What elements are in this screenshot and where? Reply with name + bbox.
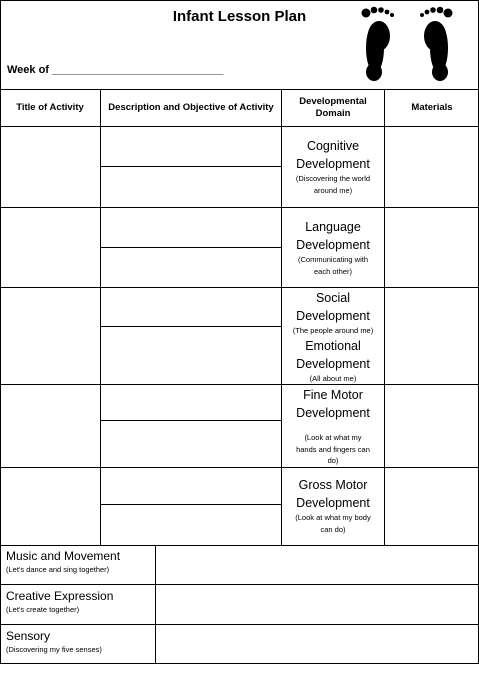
domain-language (282, 218, 384, 277)
activity-title-cell[interactable] (1, 468, 99, 545)
materials-cell[interactable] (385, 127, 478, 207)
row-note: (Let's dance and sing together) (6, 564, 110, 574)
bottom-entry-cell[interactable] (156, 625, 478, 663)
right-footprint-icon (420, 7, 453, 81)
activity-title-cell[interactable] (1, 385, 99, 467)
domain-title: Social Development (296, 291, 370, 324)
page-title: Infant Lesson Plan (172, 8, 307, 25)
materials-cell[interactable] (385, 208, 478, 287)
column-header-title: Title of Activity (16, 102, 84, 114)
domain-note: (Discovering the world around me) (295, 174, 371, 195)
row-note: (Discovering my five senses) (6, 644, 102, 654)
domain-title: Fine Motor Development (296, 388, 370, 421)
row-music-movement (6, 549, 156, 575)
domain-note: (Communicating with each other) (297, 255, 369, 276)
domain-cognitive (282, 137, 384, 196)
column-header-materials: Materials (411, 102, 453, 114)
row-title: Music and Movement (6, 549, 121, 563)
bottom-entry-cell[interactable] (156, 546, 478, 584)
bottom-entry-cell[interactable] (156, 585, 478, 624)
column-header-domain: Developmental Domain (299, 96, 367, 119)
row-note: (Let's create together) (6, 604, 80, 614)
domain-note-secondary: (All about me) (309, 373, 357, 383)
domain-fine-motor (282, 386, 384, 466)
row-creative-expression (6, 589, 156, 615)
domain-title-secondary: Emotional Development (296, 338, 370, 371)
domain-note: (Look at what my body can do) (295, 513, 371, 534)
footprints-icon (352, 2, 472, 88)
week-of-field[interactable]: Week of ____________________________ (7, 64, 224, 76)
materials-cell[interactable] (385, 288, 478, 384)
row-title: Sensory (6, 629, 51, 643)
domain-title: Cognitive Development (296, 139, 370, 172)
domain-gross-motor (282, 476, 384, 535)
materials-cell[interactable] (385, 468, 478, 545)
domain-title: Gross Motor Development (296, 478, 370, 511)
row-title: Creative Expression (6, 589, 114, 603)
activity-title-cell[interactable] (1, 208, 99, 287)
materials-cell[interactable] (385, 385, 478, 467)
left-footprint-icon (362, 7, 395, 81)
domain-note: (Look at what my hands and fingers can do) (296, 433, 370, 465)
column-header-description: Description and Objective of Activity (108, 102, 274, 114)
row-sensory (6, 629, 156, 655)
domain-social-emotional (282, 289, 384, 384)
activity-title-cell[interactable] (1, 127, 99, 207)
activity-title-cell[interactable] (1, 288, 99, 384)
domain-note: (The people around me) (292, 326, 374, 336)
domain-title: Language Development (296, 220, 370, 253)
